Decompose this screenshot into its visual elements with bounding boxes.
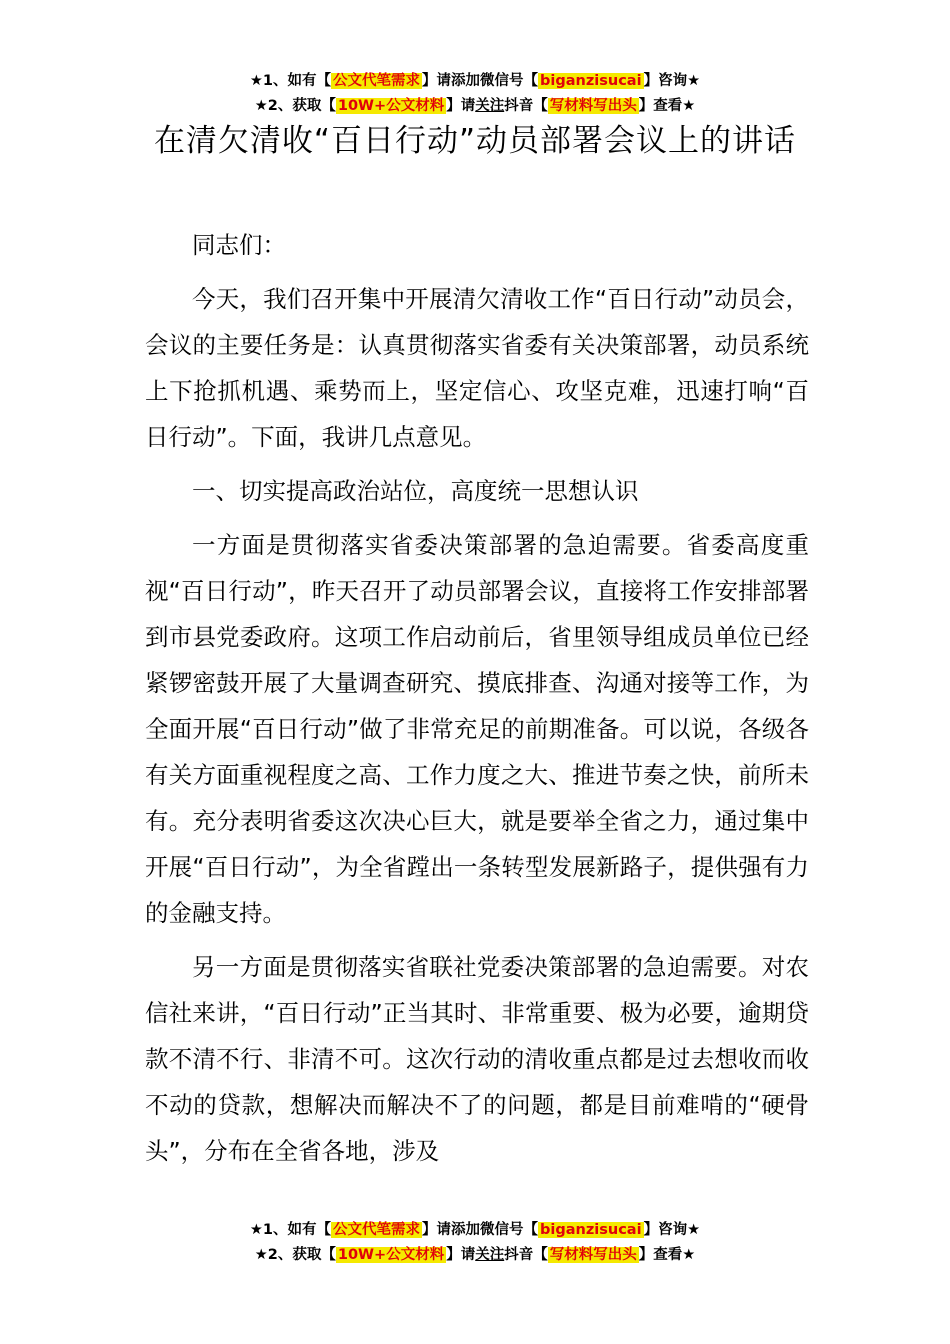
- footer-banner: [0, 1219, 950, 1269]
- banner-text: ★1、如有【: [249, 73, 332, 89]
- banner-highlight: 写材料写出头: [549, 1247, 637, 1263]
- paragraph: 另一方面是贯彻落实省联社党委决策部署的急迫需要。对农信社来讲，“百日行动”正当其时、非常重要、极为必要，逾期贷款不清不行、非清不可。这次行动的清收重点都是过去想收而收不动的贷款，想解决而解决不了的问题，都是目前难啃的“硬骨头”，分布在全省各地，涉及: [145, 953, 809, 1165]
- banner-underlined-text: 关注: [475, 98, 505, 114]
- banner-line-2: [0, 95, 950, 120]
- paragraph: 今天，我们召开集中开展清欠清收工作“百日行动”动员会，会议的主要任务是：认真贯彻落实省委有关决策部署，动员系统上下抢抓机遇、乘势而上，坚定信心、攻坚克难，迅速打响“百日行动”。下面，我讲几点意见。: [145, 285, 809, 451]
- banner-highlight: biganzisucai: [540, 73, 642, 89]
- banner-highlight: 10W+公文材料: [337, 98, 445, 114]
- banner-text: 】请: [446, 98, 476, 114]
- document-body: [145, 222, 809, 1182]
- banner-highlight: 公文代笔需求: [333, 1222, 421, 1238]
- banner-text: 】请添加微信号【: [422, 1222, 539, 1238]
- banner-text: ★2、获取【: [254, 1247, 336, 1263]
- salutation: 同志们：: [192, 231, 286, 259]
- banner-highlight: 公文代笔需求: [333, 73, 421, 89]
- banner-text: ★1、如有【: [249, 1222, 332, 1238]
- banner-text: 】咨询★: [643, 73, 701, 89]
- document-title: 在清欠清收“百日行动”动员部署会议上的讲话: [153, 123, 797, 159]
- banner-text: 】请: [446, 1247, 476, 1263]
- banner-text: ★2、获取【: [254, 98, 336, 114]
- banner-highlight: 10W+公文材料: [337, 1247, 445, 1263]
- banner-text: 】查看★: [638, 1247, 696, 1263]
- banner-text: 】请添加微信号【: [422, 73, 539, 89]
- header-banner: [0, 70, 950, 120]
- banner-text: 】咨询★: [643, 1222, 701, 1238]
- banner-text: 】查看★: [638, 98, 696, 114]
- banner-highlight: 写材料写出头: [549, 98, 637, 114]
- banner-underlined-text: 关注: [475, 1247, 505, 1263]
- banner-line-2: [0, 1244, 950, 1269]
- section-heading: 一、切实提高政治站位，高度统一思想认识: [192, 477, 639, 505]
- banner-line-1: [0, 1219, 950, 1244]
- banner-line-1: [0, 70, 950, 95]
- banner-text: 抖音【: [504, 98, 548, 114]
- banner-highlight: biganzisucai: [540, 1222, 642, 1238]
- banner-text: 抖音【: [504, 1247, 548, 1263]
- paragraph: 一方面是贯彻落实省委决策部署的急迫需要。省委高度重视“百日行动”，昨天召开了动员部署会议，直接将工作安排部署到市县党委政府。这项工作启动前后，省里领导组成员单位已经紧锣密鼓开展了大量调查研究、摸底排查、沟通对接等工作，为全面开展“百日行动”做了非常充足的前期准备。可以说，各级各有关方面重视程度之高、工作力度之大、推进节奏之快，前所未有。充分表明省委这次决心巨大，就是要举全省之力，通过集中开展“百日行动”，为全省蹚出一条转型发展新路子，提供强有力的金融支持。: [145, 531, 809, 927]
